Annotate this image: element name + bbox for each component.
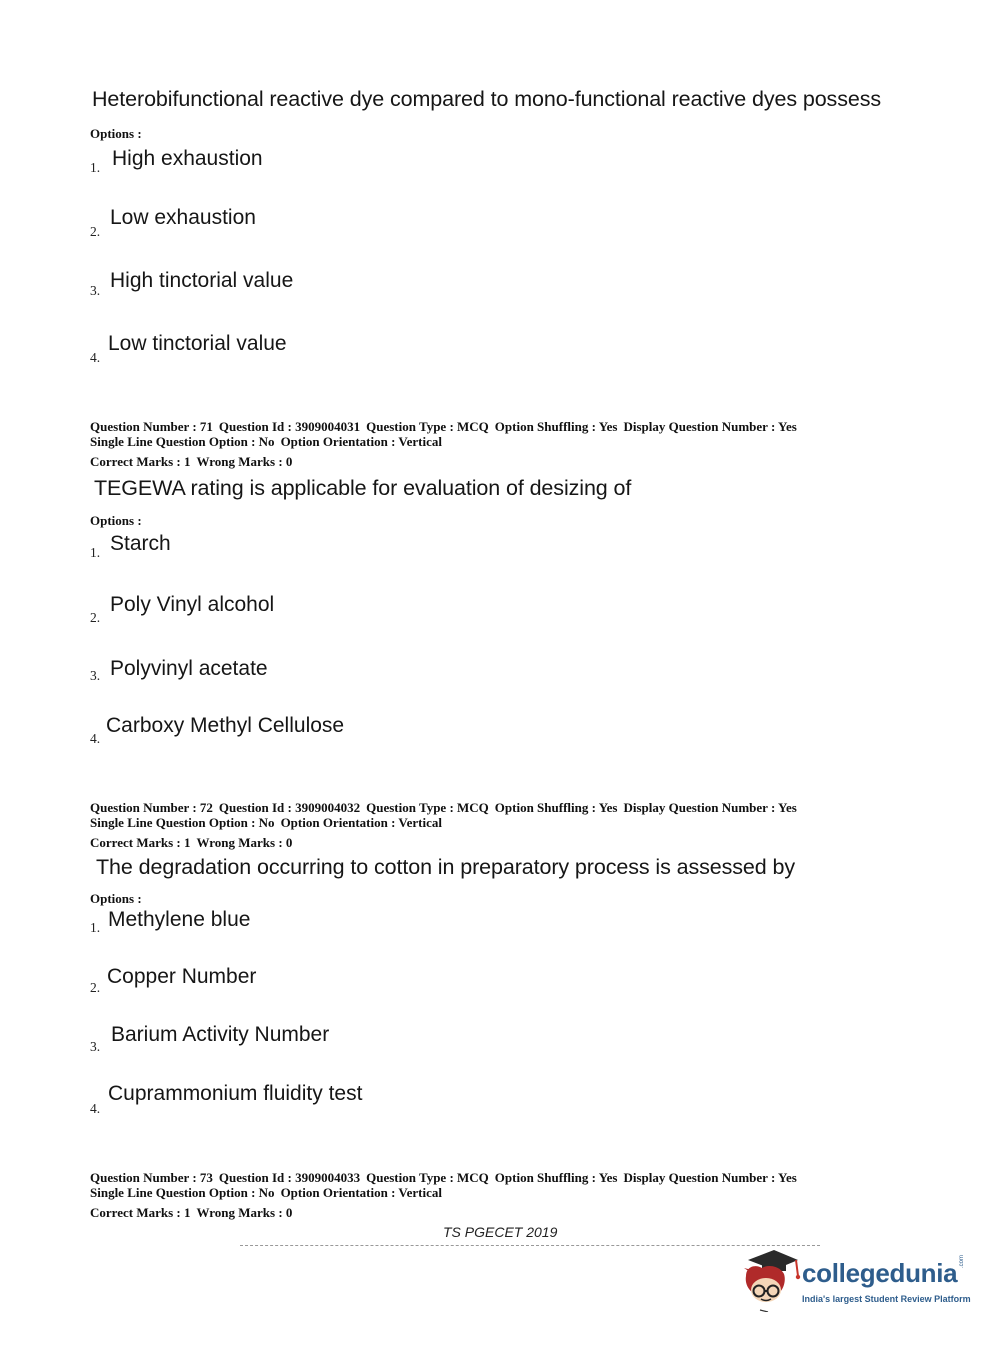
options-label: Options : [90,126,142,141]
option-number: 1. [90,160,101,175]
meta-wrong-marks: Wrong Marks : 0 [196,454,293,469]
option-text: Copper Number [107,965,257,988]
meta-question-number: Question Number : 73 [90,1170,213,1185]
meta-line-2 [90,434,803,449]
option-text: Cuprammonium fluidity test [108,1082,363,1105]
meta-display-question-number: Display Question Number : Yes [623,419,797,434]
meta-display-question-number: Display Question Number : Yes [623,1170,797,1185]
meta-question-id: Question Id : 3909004031 [218,419,361,434]
option-number: 1. [90,920,101,935]
meta-correct-marks: Correct Marks : 1 [90,1205,191,1220]
meta-option-orientation: Option Orientation : Vertical [280,815,442,830]
option-number: 3. [90,1039,101,1054]
options-label: Options : [90,513,142,528]
meta-option-shuffling: Option Shuffling : Yes [494,1170,618,1185]
meta-option-shuffling: Option Shuffling : Yes [494,419,618,434]
option-text: Starch [110,532,171,555]
option-text: Low tinctorial value [108,332,287,355]
option-text: Methylene blue [108,908,251,931]
meta-question-id: Question Id : 3909004032 [218,800,361,815]
option-number: 2. [90,610,101,625]
option-number: 4. [90,731,101,746]
footer-divider [240,1245,820,1246]
meta-line-3 [90,454,803,469]
option-text: Low exhaustion [110,206,256,229]
meta-question-type: Question Type : MCQ [366,419,489,434]
meta-question-type: Question Type : MCQ [366,800,489,815]
meta-option-shuffling: Option Shuffling : Yes [494,800,618,815]
meta-line-3 [90,835,803,850]
logo-com-suffix: .com [959,1254,965,1268]
meta-question-id: Question Id : 3909004033 [218,1170,361,1185]
option-text: Carboxy Methyl Cellulose [106,714,345,737]
collegedunia-logo [740,1246,970,1316]
meta-option-orientation: Option Orientation : Vertical [280,434,442,449]
meta-line-2 [90,1185,803,1200]
mascot-icon [740,1246,802,1312]
meta-line-1 [90,419,803,434]
option-text: Barium Activity Number [111,1023,330,1046]
logo-wordmark: collegedunia [802,1258,958,1288]
option-number: 2. [90,980,101,995]
meta-correct-marks: Correct Marks : 1 [90,454,191,469]
option-number: 1. [90,545,101,560]
question-text: The degradation occurring to cotton in preparatory process is assessed by [96,855,795,879]
option-number: 4. [90,1101,101,1116]
meta-correct-marks: Correct Marks : 1 [90,835,191,850]
meta-line-3 [90,1205,803,1220]
meta-line-1 [90,1170,803,1185]
exam-footer-title: TS PGECET 2019 [443,1224,558,1240]
meta-option-orientation: Option Orientation : Vertical [280,1185,442,1200]
meta-line-2 [90,815,803,830]
option-text: Polyvinyl acetate [110,657,268,680]
meta-wrong-marks: Wrong Marks : 0 [196,1205,293,1220]
meta-single-line-option: Single Line Question Option : No [90,1185,275,1200]
question-meta [90,800,803,850]
meta-wrong-marks: Wrong Marks : 0 [196,835,293,850]
meta-question-type: Question Type : MCQ [366,1170,489,1185]
option-number: 3. [90,668,101,683]
question-meta [90,419,803,469]
option-text: Poly Vinyl alcohol [110,593,275,616]
question-meta [90,1170,803,1220]
option-text: High tinctorial value [110,269,294,292]
question-text: Heterobifunctional reactive dye compared to mono-functional reactive dyes possess [92,87,882,111]
option-number: 4. [90,350,101,365]
meta-single-line-option: Single Line Question Option : No [90,434,275,449]
meta-single-line-option: Single Line Question Option : No [90,815,275,830]
logo-tagline: India's largest Student Review Platform [802,1294,971,1304]
options-label: Options : [90,891,142,906]
question-text: TEGEWA rating is applicable for evaluation of desizing of [94,476,632,500]
meta-display-question-number: Display Question Number : Yes [623,800,797,815]
meta-question-number: Question Number : 71 [90,419,213,434]
option-number: 2. [90,224,101,239]
meta-question-number: Question Number : 72 [90,800,213,815]
option-text: High exhaustion [112,147,263,170]
meta-line-1 [90,800,803,815]
option-number: 3. [90,283,101,298]
